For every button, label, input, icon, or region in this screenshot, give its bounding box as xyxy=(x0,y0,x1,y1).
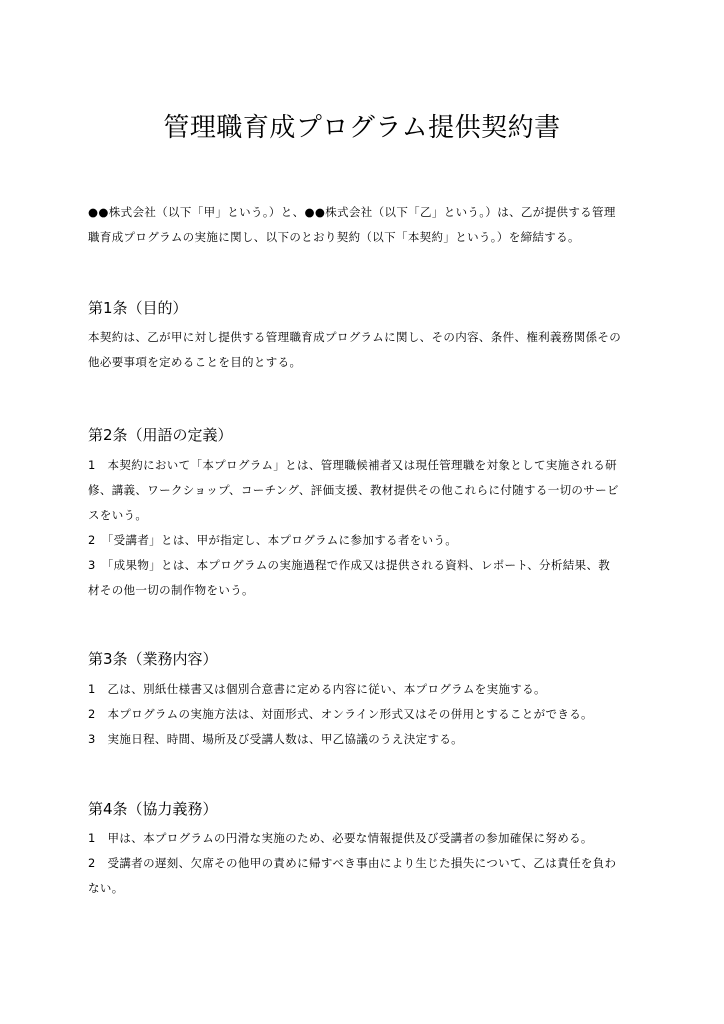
article-1-heading: 第1条（目的） xyxy=(88,299,188,317)
article-3-heading: 第3条（業務内容） xyxy=(88,650,218,668)
article-2-body xyxy=(88,453,648,603)
article-line: 他必要事項を定めることを目的とする。 xyxy=(88,355,302,369)
article-3-body xyxy=(88,677,648,752)
preamble-line: ●●株式会社（以下「甲」という。）と、●●株式会社（以下「乙」という。）は、乙が提供する管理 xyxy=(88,205,616,219)
article-4-heading: 第4条（協力義務） xyxy=(88,800,218,818)
article-line: 材その他一切の制作物をいう。 xyxy=(88,583,254,597)
article-line: 3 「成果物」とは、本プログラムの実施過程で作成又は提供される資料、レポート、分析結果、教 xyxy=(88,558,611,572)
article-line: ない。 xyxy=(88,881,124,895)
article-1-body xyxy=(88,325,648,375)
article-line: 1 甲は、本プログラムの円滑な実施のため、必要な情報提供及び受講者の参加確保に努める。 xyxy=(88,831,593,845)
document-title: 管理職育成プログラム提供契約書 xyxy=(163,113,561,143)
article-line: 3 実施日程、時間、場所及び受講人数は、甲乙協議のうえ決定する。 xyxy=(88,732,464,746)
preamble-line: 職育成プログラムの実施に関し、以下のとおり契約（以下「本契約」という。）を締結する。 xyxy=(88,230,580,244)
article-line: 修、講義、ワークショップ、コーチング、評価支援、教材提供その他これらに付随する一切のサービ xyxy=(88,483,619,497)
article-line: スをいう。 xyxy=(88,508,148,522)
article-4-body xyxy=(88,826,648,901)
article-line: 本契約は、乙が甲に対し提供する管理職育成プログラムに関し、その内容、条件、権利義務関係その xyxy=(88,330,622,344)
article-line: 2 受講者の遅刻、欠席その他甲の責めに帰すべき事由により生じた損失について、乙は責任を負わ xyxy=(88,856,617,870)
article-line: 1 乙は、別紙仕様書又は個別合意書に定める内容に従い、本プログラムを実施する。 xyxy=(88,682,546,696)
article-line: 1 本契約において「本プログラム」とは、管理職候補者又は現任管理職を対象として実施される研 xyxy=(88,458,617,472)
article-line: 2 「受講者」とは、甲が指定し、本プログラムに参加する者をいう。 xyxy=(88,533,458,547)
article-line: 2 本プログラムの実施方法は、対面形式、オンライン形式又はその併用とすることができる。 xyxy=(88,707,593,721)
preamble xyxy=(88,200,648,250)
article-2-heading: 第2条（用語の定義） xyxy=(88,426,233,444)
